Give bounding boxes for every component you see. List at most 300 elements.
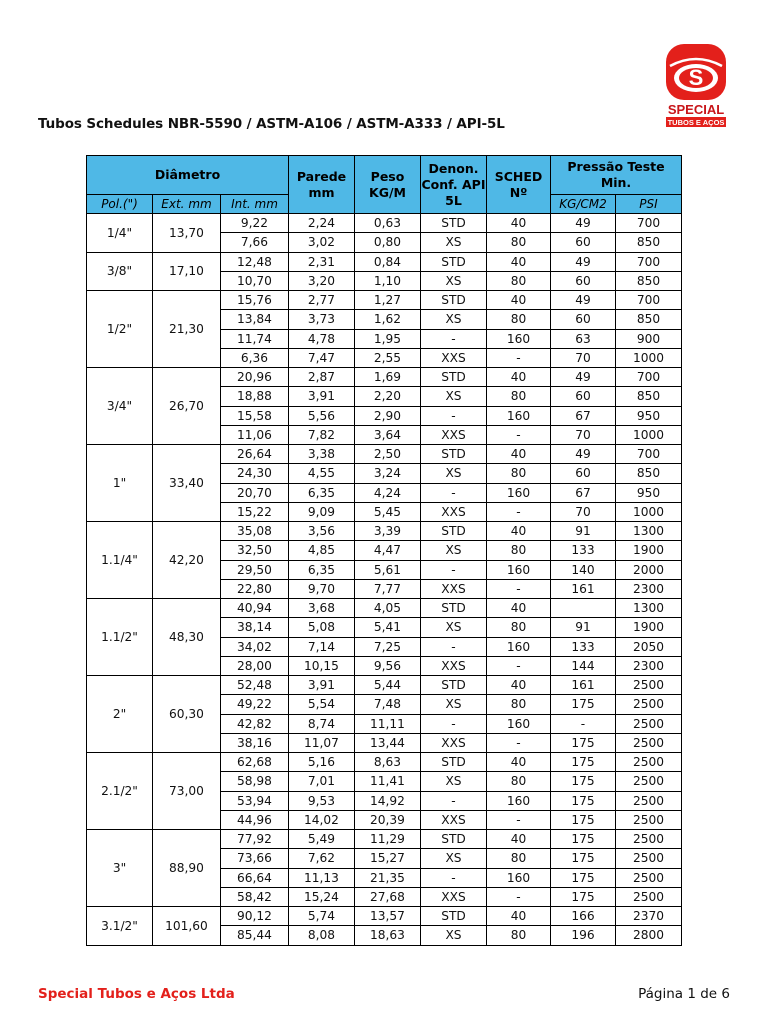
cell-parede: 3,68 [289, 599, 355, 618]
cell-peso: 5,41 [355, 618, 421, 637]
cell-sched: - [487, 887, 551, 906]
cell-psi: 700 [616, 445, 682, 464]
cell-parede: 4,85 [289, 541, 355, 560]
cell-peso: 5,61 [355, 560, 421, 579]
cell-sched: 40 [487, 368, 551, 387]
cell-pol: 1.1/2" [87, 599, 153, 676]
cell-denon: XS [421, 541, 487, 560]
header-peso: Peso KG/M [355, 156, 421, 214]
cell-kgcm2: 70 [551, 348, 616, 367]
cell-sched: 80 [487, 618, 551, 637]
cell-kgcm2: 133 [551, 637, 616, 656]
cell-sched: 80 [487, 695, 551, 714]
table-row [87, 445, 682, 464]
cell-int: 66,64 [221, 868, 289, 887]
schedule-table [86, 155, 682, 946]
cell-parede: 8,08 [289, 926, 355, 945]
cell-parede: 3,02 [289, 233, 355, 252]
cell-parede: 3,91 [289, 676, 355, 695]
cell-int: 40,94 [221, 599, 289, 618]
cell-sched: - [487, 348, 551, 367]
cell-int: 49,22 [221, 695, 289, 714]
cell-int: 20,70 [221, 483, 289, 502]
cell-parede: 7,47 [289, 348, 355, 367]
cell-psi: 1300 [616, 522, 682, 541]
cell-int: 15,22 [221, 502, 289, 521]
cell-int: 18,88 [221, 387, 289, 406]
cell-int: 58,98 [221, 772, 289, 791]
cell-ext: 21,30 [153, 291, 221, 368]
cell-kgcm2: 175 [551, 830, 616, 849]
cell-int: 85,44 [221, 926, 289, 945]
cell-int: 38,14 [221, 618, 289, 637]
cell-sched: 40 [487, 753, 551, 772]
cell-peso: 7,77 [355, 579, 421, 598]
cell-int: 6,36 [221, 348, 289, 367]
cell-psi: 2500 [616, 676, 682, 695]
cell-psi: 2500 [616, 868, 682, 887]
cell-kgcm2: 60 [551, 387, 616, 406]
cell-psi: 850 [616, 310, 682, 329]
cell-denon: - [421, 483, 487, 502]
cell-kgcm2: 91 [551, 522, 616, 541]
cell-int: 15,58 [221, 406, 289, 425]
cell-sched: 160 [487, 714, 551, 733]
svg-text:S: S [688, 65, 704, 90]
cell-kgcm2: 49 [551, 368, 616, 387]
cell-sched: - [487, 502, 551, 521]
cell-parede: 5,56 [289, 406, 355, 425]
table-row [87, 676, 682, 695]
cell-denon: STD [421, 445, 487, 464]
cell-denon: XXS [421, 887, 487, 906]
cell-kgcm2: 49 [551, 291, 616, 310]
cell-sched: - [487, 425, 551, 444]
cell-sched: 160 [487, 406, 551, 425]
cell-int: 12,48 [221, 252, 289, 271]
cell-denon: XS [421, 464, 487, 483]
cell-denon: XS [421, 849, 487, 868]
cell-parede: 9,09 [289, 502, 355, 521]
cell-psi: 2500 [616, 753, 682, 772]
cell-peso: 0,63 [355, 214, 421, 233]
cell-psi: 2500 [616, 791, 682, 810]
cell-psi: 1900 [616, 541, 682, 560]
cell-int: 10,70 [221, 271, 289, 290]
cell-denon: XXS [421, 733, 487, 752]
cell-parede: 3,91 [289, 387, 355, 406]
cell-denon: STD [421, 252, 487, 271]
cell-peso: 20,39 [355, 810, 421, 829]
cell-kgcm2: 70 [551, 502, 616, 521]
cell-parede: 6,35 [289, 560, 355, 579]
cell-peso: 1,62 [355, 310, 421, 329]
cell-int: 7,66 [221, 233, 289, 252]
header-denon: Denon. Conf. API 5L [421, 156, 487, 214]
cell-denon: XS [421, 271, 487, 290]
cell-parede: 4,55 [289, 464, 355, 483]
cell-int: 22,80 [221, 579, 289, 598]
cell-sched: - [487, 810, 551, 829]
cell-peso: 5,45 [355, 502, 421, 521]
subheader-int: Int. mm [221, 195, 289, 214]
cell-parede: 7,62 [289, 849, 355, 868]
cell-int: 62,68 [221, 753, 289, 772]
cell-psi: 850 [616, 233, 682, 252]
cell-kgcm2: 175 [551, 810, 616, 829]
cell-peso: 7,25 [355, 637, 421, 656]
cell-denon: XXS [421, 502, 487, 521]
cell-ext: 60,30 [153, 676, 221, 753]
cell-peso: 4,05 [355, 599, 421, 618]
cell-ext: 101,60 [153, 907, 221, 946]
cell-kgcm2: 49 [551, 252, 616, 271]
cell-sched: 80 [487, 772, 551, 791]
special-logo-icon [664, 42, 728, 130]
cell-psi: 850 [616, 464, 682, 483]
cell-sched: 40 [487, 907, 551, 926]
cell-kgcm2: 140 [551, 560, 616, 579]
subheader-psi: PSI [616, 195, 682, 214]
cell-int: 90,12 [221, 907, 289, 926]
cell-kgcm2: 196 [551, 926, 616, 945]
cell-psi: 2000 [616, 560, 682, 579]
cell-ext: 13,70 [153, 214, 221, 253]
cell-peso: 4,47 [355, 541, 421, 560]
cell-parede: 7,82 [289, 425, 355, 444]
cell-int: 29,50 [221, 560, 289, 579]
cell-kgcm2: 161 [551, 676, 616, 695]
cell-psi: 700 [616, 252, 682, 271]
cell-kgcm2: 166 [551, 907, 616, 926]
cell-parede: 9,70 [289, 579, 355, 598]
table-row [87, 252, 682, 271]
cell-psi: 2370 [616, 907, 682, 926]
cell-psi: 2500 [616, 714, 682, 733]
cell-denon: STD [421, 599, 487, 618]
cell-sched: 40 [487, 214, 551, 233]
cell-psi: 2500 [616, 772, 682, 791]
cell-denon: STD [421, 753, 487, 772]
table-row [87, 753, 682, 772]
cell-pol: 2" [87, 676, 153, 753]
cell-denon: - [421, 791, 487, 810]
cell-denon: STD [421, 522, 487, 541]
cell-denon: XXS [421, 656, 487, 675]
cell-ext: 26,70 [153, 368, 221, 445]
cell-parede: 3,20 [289, 271, 355, 290]
cell-parede: 3,56 [289, 522, 355, 541]
cell-peso: 11,11 [355, 714, 421, 733]
cell-kgcm2: 60 [551, 464, 616, 483]
table-body [87, 214, 682, 946]
cell-kgcm2: 67 [551, 406, 616, 425]
cell-peso: 3,39 [355, 522, 421, 541]
cell-peso: 1,27 [355, 291, 421, 310]
cell-kgcm2: 60 [551, 271, 616, 290]
cell-peso: 18,63 [355, 926, 421, 945]
cell-psi: 2300 [616, 656, 682, 675]
cell-sched: 80 [487, 310, 551, 329]
cell-int: 44,96 [221, 810, 289, 829]
cell-int: 9,22 [221, 214, 289, 233]
cell-psi: 1300 [616, 599, 682, 618]
cell-pol: 3" [87, 830, 153, 907]
header-diametro: Diâmetro [87, 156, 289, 195]
cell-kgcm2: 175 [551, 753, 616, 772]
cell-sched: 80 [487, 926, 551, 945]
cell-psi: 2500 [616, 733, 682, 752]
cell-pol: 1/2" [87, 291, 153, 368]
svg-text:TUBOS E AÇOS: TUBOS E AÇOS [667, 118, 725, 127]
cell-peso: 14,92 [355, 791, 421, 810]
cell-parede: 3,73 [289, 310, 355, 329]
cell-denon: - [421, 714, 487, 733]
cell-kgcm2: 175 [551, 791, 616, 810]
cell-int: 24,30 [221, 464, 289, 483]
cell-denon: STD [421, 907, 487, 926]
cell-denon: XXS [421, 810, 487, 829]
cell-denon: XS [421, 233, 487, 252]
cell-sched: 40 [487, 522, 551, 541]
cell-peso: 2,90 [355, 406, 421, 425]
cell-psi: 950 [616, 406, 682, 425]
cell-int: 11,74 [221, 329, 289, 348]
cell-sched: 40 [487, 830, 551, 849]
cell-psi: 2500 [616, 849, 682, 868]
cell-peso: 7,48 [355, 695, 421, 714]
cell-sched: 160 [487, 560, 551, 579]
cell-kgcm2: 63 [551, 329, 616, 348]
cell-kgcm2: 175 [551, 887, 616, 906]
table-row [87, 214, 682, 233]
cell-parede: 3,38 [289, 445, 355, 464]
cell-kgcm2: 175 [551, 695, 616, 714]
cell-sched: 80 [487, 271, 551, 290]
cell-int: 42,82 [221, 714, 289, 733]
cell-denon: XXS [421, 425, 487, 444]
cell-psi: 850 [616, 271, 682, 290]
cell-parede: 15,24 [289, 887, 355, 906]
cell-parede: 5,08 [289, 618, 355, 637]
subheader-pol: Pol.(") [87, 195, 153, 214]
header-parede: Parede mm [289, 156, 355, 214]
cell-peso: 2,50 [355, 445, 421, 464]
cell-peso: 21,35 [355, 868, 421, 887]
cell-peso: 27,68 [355, 887, 421, 906]
cell-peso: 0,80 [355, 233, 421, 252]
cell-parede: 10,15 [289, 656, 355, 675]
cell-pol: 1.1/4" [87, 522, 153, 599]
cell-psi: 1900 [616, 618, 682, 637]
cell-denon: XS [421, 772, 487, 791]
cell-parede: 14,02 [289, 810, 355, 829]
cell-denon: STD [421, 291, 487, 310]
cell-denon: - [421, 560, 487, 579]
cell-denon: STD [421, 830, 487, 849]
cell-kgcm2: 175 [551, 849, 616, 868]
cell-peso: 5,44 [355, 676, 421, 695]
cell-psi: 850 [616, 387, 682, 406]
cell-psi: 1000 [616, 425, 682, 444]
cell-denon: XS [421, 695, 487, 714]
cell-psi: 2300 [616, 579, 682, 598]
cell-psi: 2050 [616, 637, 682, 656]
cell-peso: 3,64 [355, 425, 421, 444]
cell-psi: 2800 [616, 926, 682, 945]
cell-sched: 40 [487, 291, 551, 310]
cell-kgcm2: 60 [551, 310, 616, 329]
cell-denon: STD [421, 214, 487, 233]
cell-pol: 3/4" [87, 368, 153, 445]
cell-peso: 13,44 [355, 733, 421, 752]
cell-kgcm2: 49 [551, 214, 616, 233]
subheader-ext: Ext. mm [153, 195, 221, 214]
cell-sched: 40 [487, 445, 551, 464]
cell-sched: 80 [487, 464, 551, 483]
cell-kgcm2: 133 [551, 541, 616, 560]
cell-peso: 1,10 [355, 271, 421, 290]
cell-peso: 3,24 [355, 464, 421, 483]
cell-parede: 2,24 [289, 214, 355, 233]
cell-parede: 2,87 [289, 368, 355, 387]
table-row [87, 599, 682, 618]
cell-parede: 5,54 [289, 695, 355, 714]
cell-pol: 3/8" [87, 252, 153, 291]
cell-peso: 2,55 [355, 348, 421, 367]
cell-kgcm2: 175 [551, 868, 616, 887]
cell-int: 53,94 [221, 791, 289, 810]
cell-int: 15,76 [221, 291, 289, 310]
cell-psi: 1000 [616, 348, 682, 367]
table-row [87, 522, 682, 541]
cell-int: 13,84 [221, 310, 289, 329]
cell-kgcm2: 67 [551, 483, 616, 502]
cell-parede: 4,78 [289, 329, 355, 348]
cell-peso: 2,20 [355, 387, 421, 406]
cell-int: 34,02 [221, 637, 289, 656]
cell-peso: 1,95 [355, 329, 421, 348]
cell-int: 73,66 [221, 849, 289, 868]
cell-pol: 3.1/2" [87, 907, 153, 946]
cell-int: 58,42 [221, 887, 289, 906]
table-row [87, 368, 682, 387]
cell-sched: - [487, 579, 551, 598]
cell-kgcm2: 175 [551, 733, 616, 752]
cell-psi: 700 [616, 214, 682, 233]
cell-peso: 11,29 [355, 830, 421, 849]
cell-parede: 5,49 [289, 830, 355, 849]
cell-psi: 2500 [616, 695, 682, 714]
footer-company: Special Tubos e Aços Ltda [38, 986, 235, 1002]
cell-kgcm2: 175 [551, 772, 616, 791]
cell-int: 77,92 [221, 830, 289, 849]
cell-int: 20,96 [221, 368, 289, 387]
cell-parede: 8,74 [289, 714, 355, 733]
cell-pol: 1/4" [87, 214, 153, 253]
cell-int: 11,06 [221, 425, 289, 444]
cell-parede: 7,01 [289, 772, 355, 791]
cell-psi: 2500 [616, 887, 682, 906]
cell-denon: XXS [421, 579, 487, 598]
cell-sched: 80 [487, 233, 551, 252]
cell-ext: 48,30 [153, 599, 221, 676]
cell-int: 35,08 [221, 522, 289, 541]
table-row [87, 830, 682, 849]
cell-parede: 5,16 [289, 753, 355, 772]
cell-sched: 160 [487, 791, 551, 810]
cell-peso: 15,27 [355, 849, 421, 868]
cell-kgcm2: 161 [551, 579, 616, 598]
cell-kgcm2 [551, 599, 616, 618]
cell-parede: 9,53 [289, 791, 355, 810]
cell-psi: 2500 [616, 810, 682, 829]
cell-sched: 40 [487, 252, 551, 271]
cell-denon: - [421, 637, 487, 656]
header-pressao: Pressão Teste Min. [551, 156, 682, 195]
cell-kgcm2: 60 [551, 233, 616, 252]
cell-parede: 11,07 [289, 733, 355, 752]
cell-peso: 4,24 [355, 483, 421, 502]
cell-ext: 42,20 [153, 522, 221, 599]
cell-sched: 80 [487, 387, 551, 406]
table-row [87, 907, 682, 926]
cell-sched: 160 [487, 868, 551, 887]
table-row [87, 291, 682, 310]
cell-int: 32,50 [221, 541, 289, 560]
cell-int: 26,64 [221, 445, 289, 464]
page-title: Tubos Schedules NBR-5590 / ASTM-A106 / ASTM-A333 / API-5L [38, 116, 505, 132]
subheader-kgcm2: KG/CM2 [551, 195, 616, 214]
cell-ext: 88,90 [153, 830, 221, 907]
cell-sched: 160 [487, 483, 551, 502]
cell-sched: 160 [487, 637, 551, 656]
cell-psi: 1000 [616, 502, 682, 521]
cell-int: 28,00 [221, 656, 289, 675]
footer-page-number: Página 1 de 6 [638, 986, 730, 1002]
cell-parede: 11,13 [289, 868, 355, 887]
cell-kgcm2: 70 [551, 425, 616, 444]
cell-denon: XS [421, 618, 487, 637]
cell-peso: 1,69 [355, 368, 421, 387]
cell-parede: 5,74 [289, 907, 355, 926]
svg-text:SPECIAL: SPECIAL [667, 102, 725, 117]
cell-sched: 80 [487, 849, 551, 868]
cell-int: 38,16 [221, 733, 289, 752]
cell-ext: 73,00 [153, 753, 221, 830]
cell-denon: XS [421, 926, 487, 945]
cell-psi: 700 [616, 368, 682, 387]
cell-ext: 33,40 [153, 445, 221, 522]
cell-denon: XXS [421, 348, 487, 367]
cell-kgcm2: - [551, 714, 616, 733]
company-logo [664, 42, 728, 130]
cell-parede: 2,77 [289, 291, 355, 310]
cell-denon: STD [421, 676, 487, 695]
cell-sched: 80 [487, 541, 551, 560]
cell-psi: 900 [616, 329, 682, 348]
cell-kgcm2: 91 [551, 618, 616, 637]
cell-int: 52,48 [221, 676, 289, 695]
cell-psi: 950 [616, 483, 682, 502]
cell-parede: 7,14 [289, 637, 355, 656]
cell-sched: 40 [487, 676, 551, 695]
cell-psi: 700 [616, 291, 682, 310]
cell-sched: 40 [487, 599, 551, 618]
cell-sched: - [487, 733, 551, 752]
cell-pol: 2.1/2" [87, 753, 153, 830]
cell-ext: 17,10 [153, 252, 221, 291]
